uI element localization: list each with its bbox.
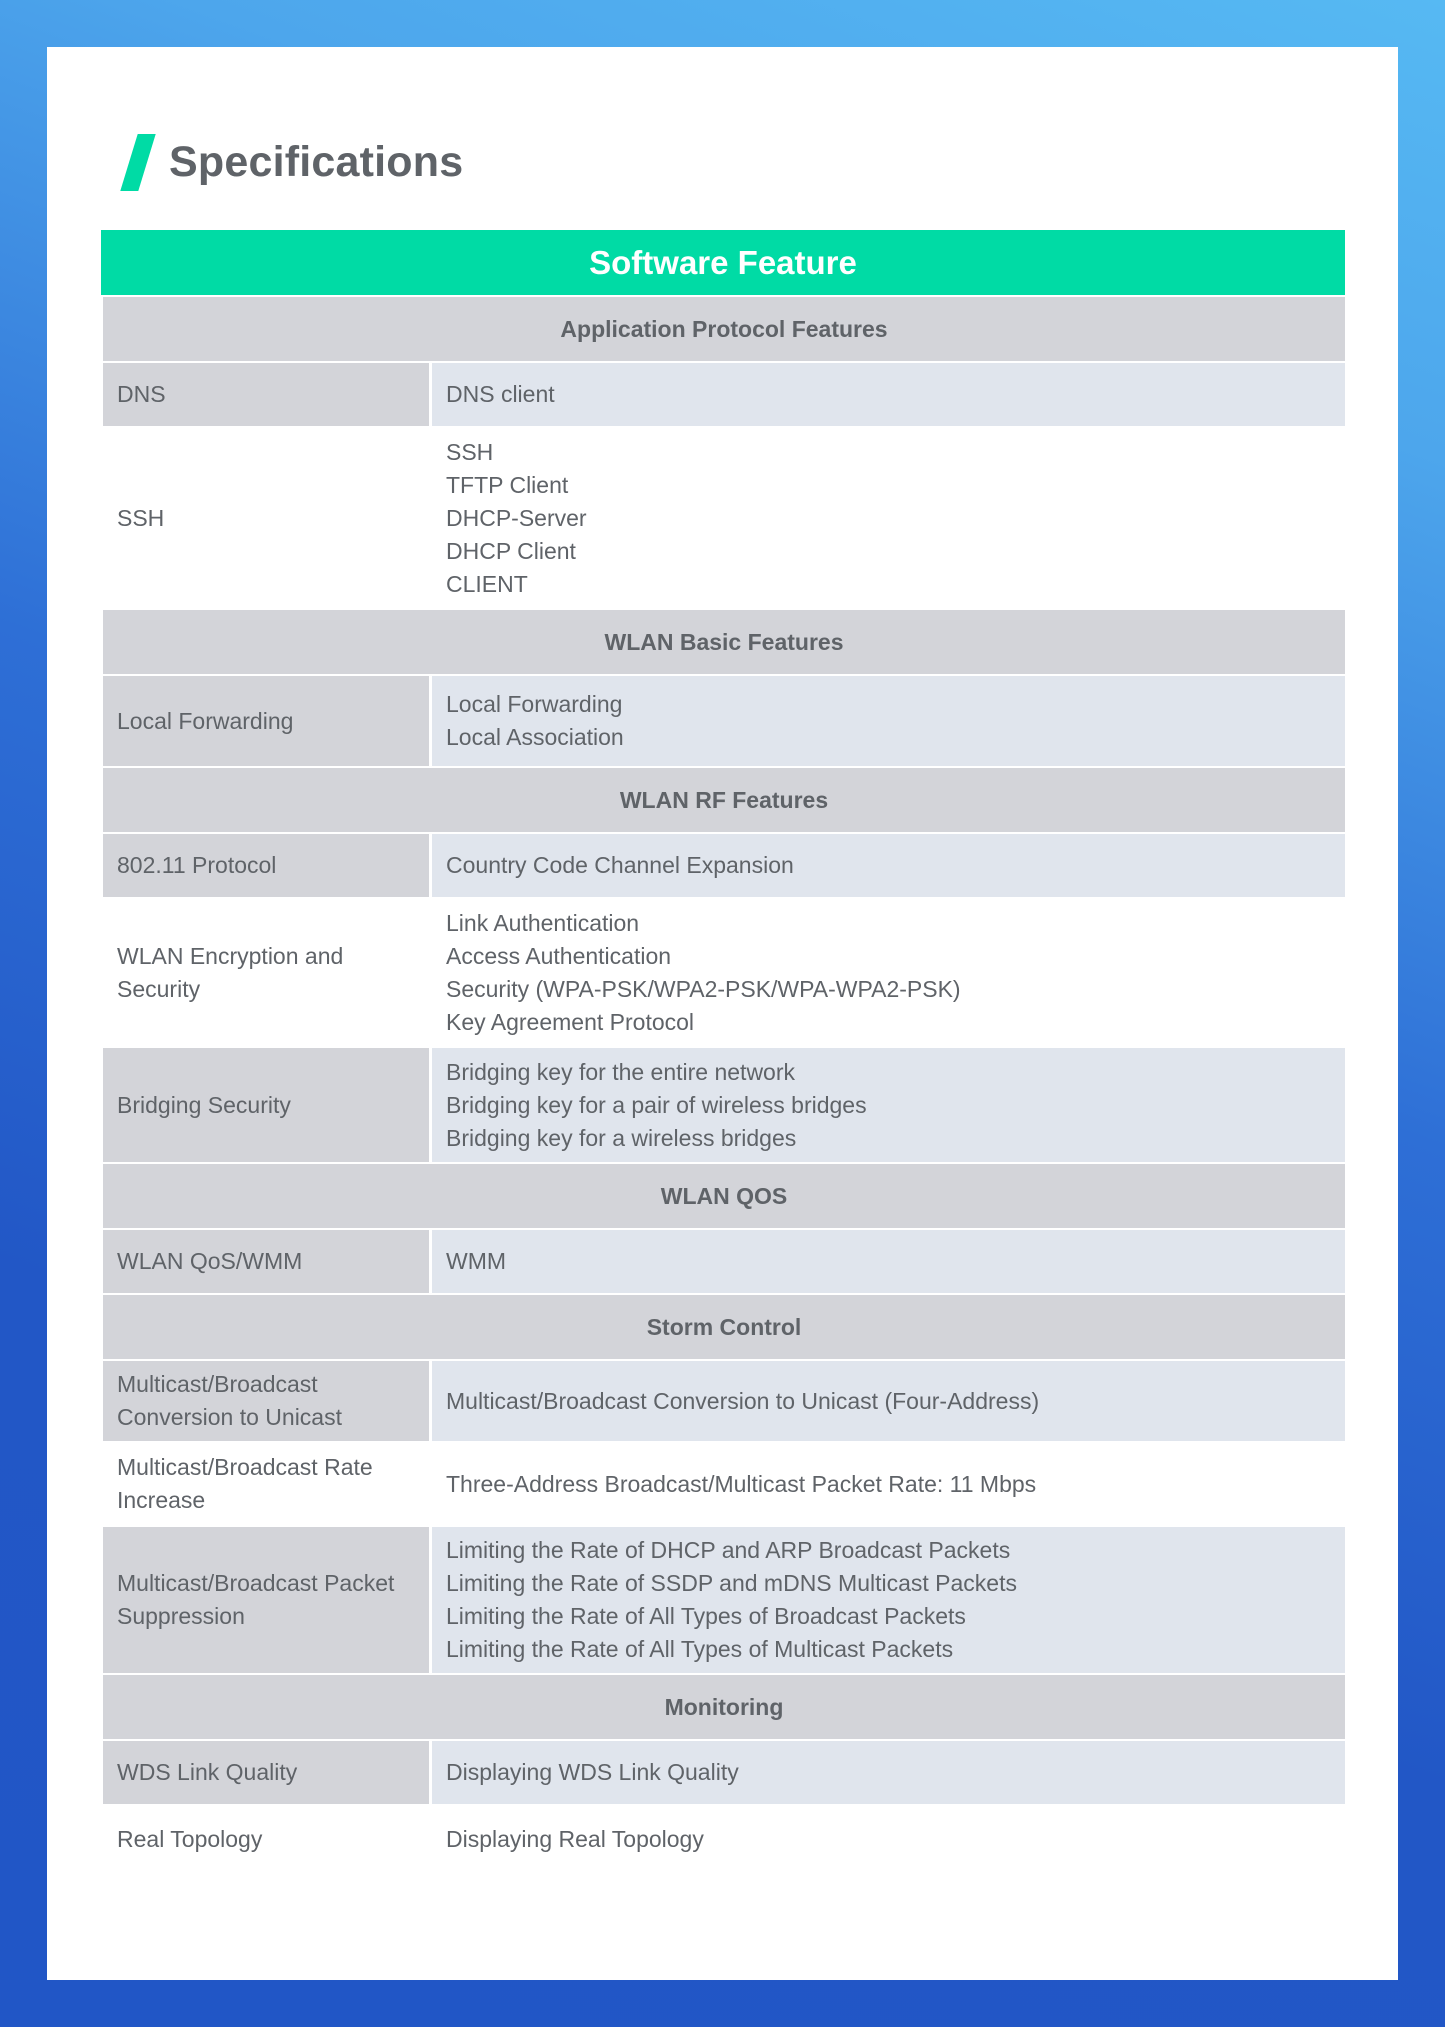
detail-lines <box>446 1756 739 1789</box>
feature-name-cell: SSH <box>103 428 429 608</box>
feature-name-cell: WLAN Encryption and Security <box>103 899 429 1046</box>
feature-detail-cell <box>432 1806 1345 1872</box>
detail-line: WMM <box>446 1248 507 1274</box>
detail-lines <box>446 849 794 882</box>
section-header: WLAN QOS <box>103 1164 1345 1228</box>
detail-line: Bridging key for the entire network <box>446 1058 796 1085</box>
detail-line: Displaying WDS Link Quality <box>446 1759 739 1785</box>
feature-detail-cell <box>432 1527 1345 1673</box>
detail-line: TFTP Client <box>446 471 569 498</box>
feature-name-cell: WLAN QoS/WMM <box>103 1230 429 1293</box>
detail-lines <box>446 1823 704 1856</box>
feature-detail-cell <box>432 363 1345 426</box>
detail-line: Security (WPA-PSK/WPA2-PSK/WPA-WPA2-PSK) <box>446 975 961 1002</box>
table-row <box>103 1443 1345 1525</box>
feature-detail-cell <box>432 899 1345 1046</box>
spec-table <box>101 230 1345 1874</box>
detail-line: Link Authentication <box>446 909 640 936</box>
detail-line: Limiting the Rate of All Types of Broadcast Packets <box>446 1603 966 1629</box>
table-row <box>103 1741 1345 1804</box>
table-row <box>103 1230 1345 1293</box>
feature-name-cell: Real Topology <box>103 1806 429 1872</box>
detail-line: Displaying Real Topology <box>446 1825 704 1852</box>
detail-lines <box>446 1245 506 1278</box>
feature-detail-cell <box>432 1443 1345 1525</box>
detail-line: DHCP Client <box>446 537 576 564</box>
table-row <box>103 428 1345 608</box>
detail-line: Bridging key for a pair of wireless bridges <box>446 1091 867 1118</box>
table-row <box>103 834 1345 897</box>
detail-lines <box>446 907 961 1039</box>
table-row <box>103 899 1345 1046</box>
feature-detail-cell <box>432 428 1345 608</box>
detail-line: Access Authentication <box>446 942 672 969</box>
page-title: Specifications <box>169 137 464 186</box>
detail-lines <box>446 1468 1036 1501</box>
detail-line: Limiting the Rate of All Types of Multicast Packets <box>446 1636 954 1662</box>
slash-accent-icon <box>120 134 155 191</box>
table-row <box>103 1361 1345 1441</box>
spec-page-card <box>47 47 1398 1980</box>
page-heading <box>121 131 463 193</box>
section-header: Monitoring <box>103 1675 1345 1739</box>
feature-name-cell: DNS <box>103 363 429 426</box>
table-row <box>103 676 1345 766</box>
detail-line: Local Association <box>446 724 624 750</box>
feature-name-cell: Bridging Security <box>103 1048 429 1162</box>
section-header: WLAN Basic Features <box>103 610 1345 674</box>
table-row <box>103 1527 1345 1673</box>
detail-line: Multicast/Broadcast Conversion to Unicast (Four-Address) <box>446 1387 1040 1414</box>
section-header: Application Protocol Features <box>103 297 1345 361</box>
detail-line: Three-Address Broadcast/Multicast Packet Rate: 11 Mbps <box>446 1470 1037 1497</box>
detail-line: Local Forwarding <box>446 691 623 717</box>
table-header: Software Feature <box>101 230 1345 295</box>
detail-line: Key Agreement Protocol <box>446 1008 695 1035</box>
feature-detail-cell <box>432 1230 1345 1293</box>
feature-detail-cell <box>432 1048 1345 1162</box>
feature-name-cell: Local Forwarding <box>103 676 429 766</box>
section-header: WLAN RF Features <box>103 768 1345 832</box>
detail-lines <box>446 378 555 411</box>
detail-line: DHCP-Server <box>446 504 587 531</box>
feature-name-cell: 802.11 Protocol <box>103 834 429 897</box>
table-row <box>103 1806 1345 1872</box>
detail-lines <box>446 1534 1017 1666</box>
detail-line: Limiting the Rate of SSDP and mDNS Multicast Packets <box>446 1570 1017 1596</box>
detail-line: CLIENT <box>446 570 528 597</box>
detail-line: Country Code Channel Expansion <box>446 852 794 878</box>
feature-detail-cell <box>432 834 1345 897</box>
feature-name-cell: Multicast/Broadcast Conversion to Unicast <box>103 1361 429 1441</box>
detail-lines <box>446 436 587 601</box>
detail-line: SSH <box>446 438 494 465</box>
detail-lines <box>446 1385 1039 1418</box>
section-header: Storm Control <box>103 1295 1345 1359</box>
detail-line: DNS client <box>446 381 555 407</box>
table-row <box>103 1048 1345 1162</box>
table-body <box>101 297 1345 1872</box>
feature-name-cell: WDS Link Quality <box>103 1741 429 1804</box>
feature-name-cell: Multicast/Broadcast Rate Increase <box>103 1443 429 1525</box>
feature-detail-cell <box>432 1361 1345 1441</box>
detail-lines <box>446 1056 867 1155</box>
detail-lines <box>446 688 624 754</box>
detail-line: Limiting the Rate of DHCP and ARP Broadcast Packets <box>446 1537 1011 1563</box>
feature-name-cell: Multicast/Broadcast Packet Suppression <box>103 1527 429 1673</box>
table-row <box>103 363 1345 426</box>
detail-line: Bridging key for a wireless bridges <box>446 1124 797 1151</box>
feature-detail-cell <box>432 1741 1345 1804</box>
feature-detail-cell <box>432 676 1345 766</box>
